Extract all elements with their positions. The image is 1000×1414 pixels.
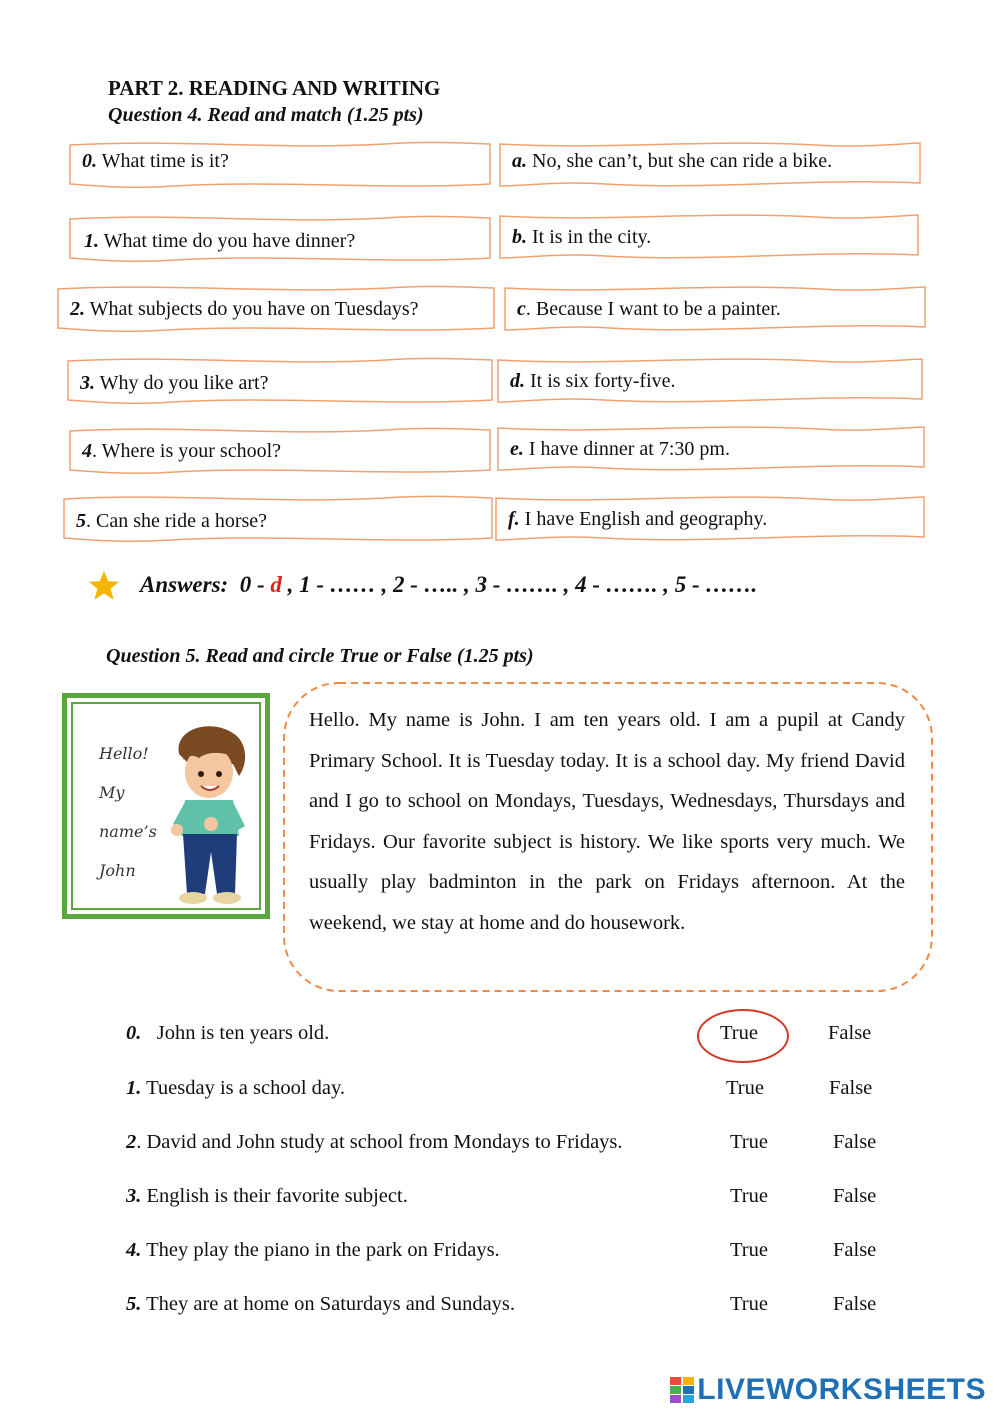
question-3: 3. Why do you like art? [80, 372, 269, 394]
part-title: PART 2. READING AND WRITING [108, 76, 441, 100]
question-0: 0. What time is it? [82, 150, 229, 172]
true-option[interactable]: True [720, 1022, 758, 1044]
answer-box-c [505, 284, 925, 332]
liveworksheets-logo-icon [670, 1377, 694, 1403]
logo-text: LIVEWORKSHEETS [697, 1373, 986, 1406]
question-box-3 [68, 356, 492, 404]
answers-line [140, 572, 757, 598]
true-option[interactable]: True [730, 1239, 768, 1261]
false-option[interactable]: False [833, 1185, 877, 1207]
true-option[interactable]: True [730, 1293, 768, 1315]
false-option[interactable]: False [828, 1022, 872, 1044]
answer-box-e [498, 424, 924, 472]
answer-box-f [496, 494, 924, 542]
statement-row-5: 5. They are at home on Saturdays and Sundays. True False [126, 1293, 877, 1315]
reading-passage-box [283, 682, 933, 992]
answer-f: f. I have English and geography. [508, 508, 768, 530]
answer-c: c. Because I want to be a painter. [517, 298, 781, 320]
question-5: 5. Can she ride a horse? [76, 510, 268, 532]
question-box-0 [70, 140, 490, 188]
answer-d: d. It is six forty-five. [510, 370, 676, 392]
boy-illustration [159, 724, 259, 908]
question-5-title: Question 5. Read and circle True or False (1.25 pts) [106, 645, 534, 667]
star-icon [88, 570, 120, 602]
answer-box-b [500, 212, 918, 260]
question-4-title: Question 4. Read and match (1.25 pts) [108, 104, 424, 126]
answers-label: Answers: [140, 572, 229, 597]
question-4: 4. Where is your school? [82, 440, 282, 462]
answer-box-a [500, 140, 920, 188]
liveworksheets-logo [670, 1374, 986, 1406]
answer-blanks[interactable]: , 1 - …… , 2 - ….. , 3 - ……. , 4 - ……. , 5 - ……. [287, 572, 758, 597]
question-box-4 [70, 426, 490, 474]
answer-0-value: d [270, 572, 282, 597]
statement-row-1: 1. Tuesday is a school day. True False [126, 1077, 873, 1099]
true-option[interactable]: True [726, 1077, 764, 1099]
false-option[interactable]: False [833, 1293, 877, 1315]
false-option[interactable]: False [833, 1131, 877, 1153]
question-box-5 [64, 494, 492, 542]
answer-a: a. No, she can’t, but she can ride a bike. [512, 150, 833, 172]
card-caption: Hello! My name’s John [99, 744, 157, 880]
statement-row-4: 4. They play the piano in the park on Fridays. True False [126, 1239, 877, 1261]
statement-row-0: 0. John is ten years old. True False [126, 1022, 872, 1044]
true-option[interactable]: True [730, 1185, 768, 1207]
false-option[interactable]: False [833, 1239, 877, 1261]
question-box-1 [70, 214, 490, 262]
reading-passage: Hello. My name is John. I am ten years old. I am a pupil at Candy Primary School. It is Tuesday today. It is a school day. My friend David and I go to school on Mondays, Tuesdays, Wednesdays, Thursdays and Fridays. Our favorite subject is history. We like sports very much. We usually play badminton in the park on Fridays afternoon. At the weekend, we stay at home and do housework. [309, 709, 905, 934]
statement-row-3: 3. English is their favorite subject. True False [126, 1185, 877, 1207]
question-1: 1. What time do you have dinner? [84, 230, 356, 252]
answer-b: b. It is in the city. [512, 226, 652, 248]
statement-row-2: 2. David and John study at school from Mondays to Fridays. True False [126, 1131, 877, 1153]
answer-0-prefix: 0 - [239, 572, 265, 597]
true-option[interactable]: True [730, 1131, 768, 1153]
answer-e: e. I have dinner at 7:30 pm. [510, 438, 730, 460]
question-box-2 [58, 284, 494, 332]
question-2: 2. What subjects do you have on Tuesdays? [70, 298, 419, 320]
john-picture-card [62, 693, 270, 919]
answer-box-d [498, 356, 922, 404]
false-option[interactable]: False [829, 1077, 873, 1099]
